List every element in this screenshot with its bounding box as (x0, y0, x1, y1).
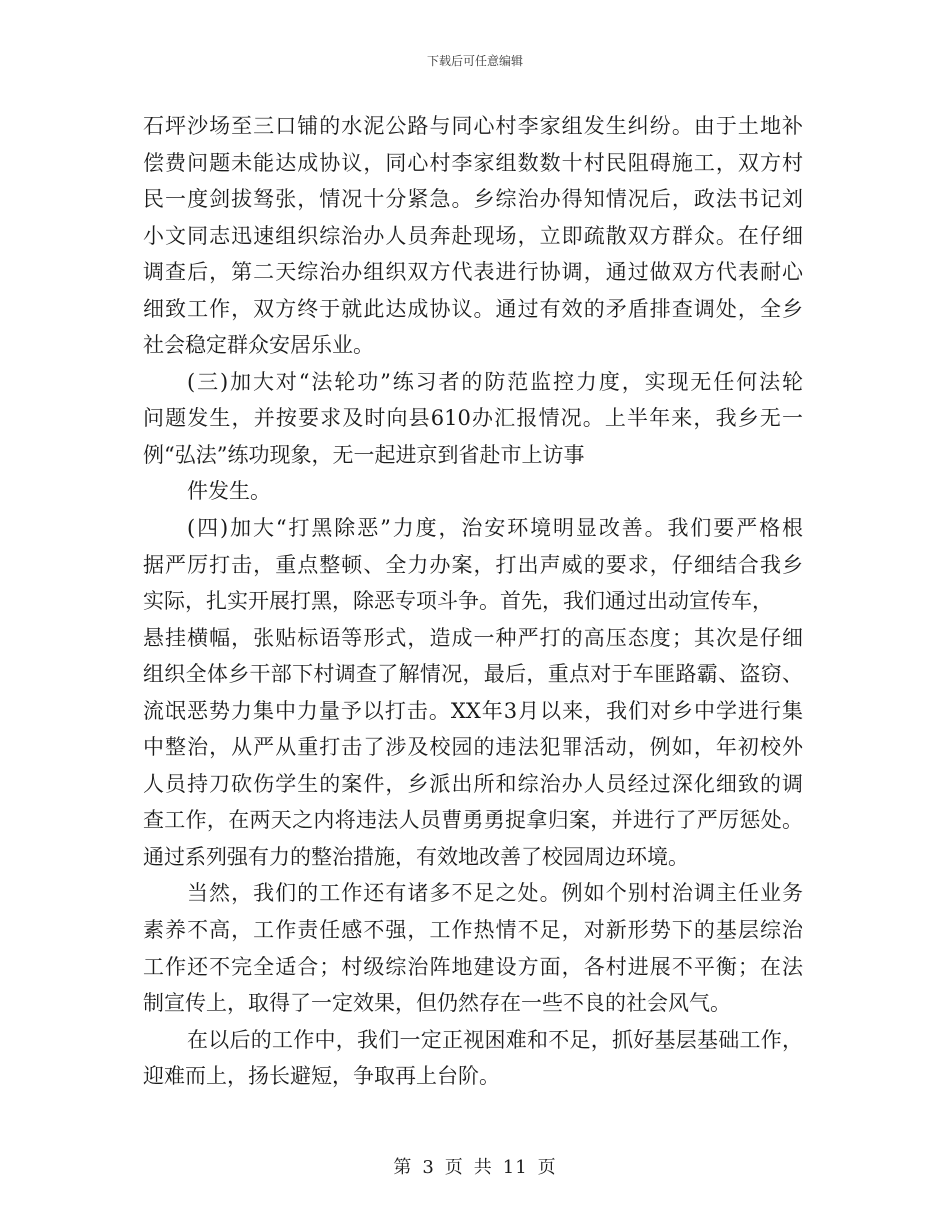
text-line: 制宣传上，取得了一定效果，但仍然存在一些不良的社会风气。 (143, 991, 731, 1016)
page-label-mid: 页 (444, 1157, 464, 1178)
text-line: 迎难而上，扬长避短，争取再上台阶。 (143, 1064, 500, 1089)
page-label-suffix: 页 (537, 1157, 557, 1178)
text-line: 中整治，从严从重打击了涉及校园的违法犯罪活动，例如，年初校外 (143, 735, 803, 760)
text-line: 组织全体乡干部下村调查了解情况，最后，重点对于车匪路霸、盗窃、 (143, 662, 803, 687)
text-line: 人员持刀砍伤学生的案件，乡派出所和综治办人员经过深化细致的调 (143, 771, 803, 796)
page-header: 下载后可任意编辑 (426, 54, 523, 68)
text-line: 通过系列强有力的整治措施，有效地改善了校园周边环境。 (143, 844, 689, 869)
text-line: 社会稳定群众安居乐业。 (143, 333, 374, 358)
paragraph-start-line: 在以后的工作中，我们一定正视困难和不足，抓好基层基础工作， (187, 1027, 803, 1052)
text-line: 件发生。 (187, 479, 271, 504)
page-label-prefix: 第 (393, 1157, 413, 1178)
text-line: 调查后，第二天综治办组织双方代表进行协调，通过做双方代表耐心 (143, 260, 803, 285)
text-line: 工作还不完全适合；村级综治阵地建设方面，各村进展不平衡；在法 (143, 954, 803, 979)
text-line: 例“弘法”练功现象，无一起进京到省赴市上访事 (143, 442, 585, 467)
text-line: 问题发生，并按要求及时向县610办汇报情况。上半年来，我乡无一 (143, 406, 803, 431)
total-label: 共 (473, 1157, 493, 1178)
document-body (143, 108, 803, 1095)
paragraph-start-line: 当然，我们的工作还有诸多不足之处。例如个别村治调主任业务 (187, 881, 803, 906)
text-line: 细致工作，双方终于就此达成协议。通过有效的矛盾排查调处，全乡 (143, 296, 803, 321)
text-line: 石坪沙场至三口铺的水泥公路与同心村李家组发生纠纷。由于土地补 (143, 114, 803, 138)
text-line: 流氓恶势力集中力量予以打击。XX年3月以来，我们对乡中学进行集 (143, 698, 803, 723)
paragraph-start-line: (三)加大对“法轮功”练习者的防范监控力度，实现无任何法轮 (187, 369, 803, 394)
text-line: 偿费问题未能达成协议，同心村李家组数数十村民阻碍施工，双方村 (143, 150, 803, 175)
text-line: 查工作，在两天之内将违法人员曹勇勇捉拿归案，并进行了严厉惩处。 (143, 808, 803, 833)
text-line: 素养不高，工作责任感不强，工作热情不足，对新形势下的基层综治 (143, 918, 803, 943)
text-line: 小文同志迅速组织综治办人员奔赴现场，立即疏散双方群众。在仔细 (143, 223, 803, 248)
total-pages: 11 (502, 1157, 528, 1178)
text-line: 据严厉打击，重点整顿、全力办案，打出声威的要求，仔细结合我乡 (143, 552, 803, 577)
page-number: 3 (422, 1157, 435, 1178)
text-line: 悬挂横幅，张贴标语等形式，造成一种严打的高压态度；其次是仔细 (143, 625, 803, 650)
text-line: 实际，扎实开展打黑，除恶专项斗争。首先，我们通过出动宣传车， (143, 589, 773, 614)
text-line: 民一度剑拔驽张，情况十分紧急。乡综治办得知情况后，政法书记刘 (143, 187, 803, 212)
page-footer (0, 1153, 950, 1179)
paragraph-start-line: (四)加大“打黑除恶”力度，治安环境明显改善。我们要严格根 (187, 516, 803, 541)
